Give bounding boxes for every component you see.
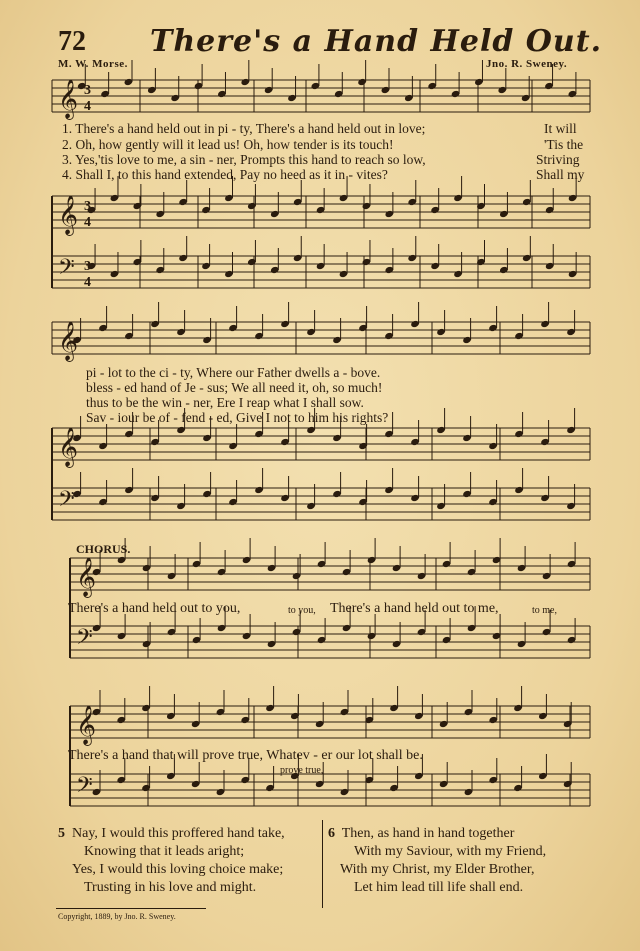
svg-text:3: 3 xyxy=(84,259,91,274)
chorus-echo-2: prove true, xyxy=(280,765,324,776)
verse-1-line: 1. There's a hand held out in pi - ty, There's a hand held out in love; xyxy=(62,121,426,136)
svg-text:3: 3 xyxy=(84,199,91,214)
staff-melody-1 xyxy=(52,80,590,112)
page-number: 72 xyxy=(58,26,86,57)
verse-4-line-2: Sav - iour be of - fend - ed, Give I not to him his rights? xyxy=(86,410,389,425)
author-credit: M. W. Morse. xyxy=(58,58,128,70)
hymn-title: There's a Hand Held Out. xyxy=(150,24,603,59)
verse-2-line-2: bless - ed hand of Je - sus; We all need it, oh, so much! xyxy=(86,380,383,395)
svg-text:𝄢: 𝄢 xyxy=(76,625,93,655)
stanza-6-line-3: With my Christ, my Elder Brother, xyxy=(340,862,535,877)
chorus-echo-1b: to me, xyxy=(532,605,557,616)
stanza-5-line-3: Yes, I would this loving choice make; xyxy=(72,862,284,877)
svg-text:𝄞: 𝄞 xyxy=(58,195,79,235)
svg-text:4: 4 xyxy=(84,275,91,290)
svg-text:𝄞: 𝄞 xyxy=(76,705,97,745)
composer-credit: Jno. R. Sweney. xyxy=(486,58,568,70)
svg-text:𝄞: 𝄞 xyxy=(58,321,79,361)
stanza-6-line-2: With my Saviour, with my Friend, xyxy=(354,844,547,859)
svg-text:𝄢: 𝄢 xyxy=(58,255,75,285)
verse-3-end: Striving xyxy=(536,152,580,167)
chorus-echo-1: to you, xyxy=(288,605,316,616)
staff-bass-2 xyxy=(52,488,590,520)
verse-4-end: Shall my xyxy=(536,167,585,182)
svg-text:𝄞: 𝄞 xyxy=(58,427,79,467)
verse-4-line: 4. Shall I, to this hand extended, Pay no heed as it in - vites? xyxy=(62,167,388,182)
verse-2-line: 2. Oh, how gently will it lead us! Oh, how tender is its touch! xyxy=(62,137,394,152)
svg-text:𝄢: 𝄢 xyxy=(58,487,75,517)
svg-text:4: 4 xyxy=(84,215,91,230)
svg-text:𝄞: 𝄞 xyxy=(76,557,97,597)
stanza-5-line-2: Knowing that it leads aright; xyxy=(84,844,245,859)
verse-3-line-2: thus to be the win - ner, Ere I reap what I shall sow. xyxy=(86,395,364,410)
stanza-6-line-1: 6 Then, as hand in hand together xyxy=(328,826,515,841)
stanza-5-line-4: Trusting in his love and might. xyxy=(84,880,257,895)
staff-bass-1 xyxy=(52,256,590,288)
stanza-divider xyxy=(322,820,323,908)
verse-3-line: 3. Yes,'tis love to me, a sin - ner, Prompts this hand to reach so low, xyxy=(62,152,426,167)
chorus-line-1: There's a hand held out to you, xyxy=(68,601,241,616)
svg-text:3: 3 xyxy=(84,83,91,98)
copyright-rule xyxy=(56,908,206,909)
stanza-5-line-1: 5 Nay, I would this proffered hand take, xyxy=(58,826,285,841)
verse-2-end: 'Tis the xyxy=(544,137,584,152)
svg-text:𝄢: 𝄢 xyxy=(76,773,93,803)
chorus-line-1b: There's a hand held out to me, xyxy=(330,601,499,616)
copyright-notice: Copyright, 1889, by Jno. R. Sweney. xyxy=(58,912,176,921)
svg-text:𝄞: 𝄞 xyxy=(58,79,79,119)
svg-text:4: 4 xyxy=(84,99,91,114)
chorus-line-2: There's a hand that will prove true, Whatev - er our lot shall be. xyxy=(68,748,423,763)
stanza-6-line-4: Let him lead till life shall end. xyxy=(354,880,524,895)
chorus-label: CHORUS. xyxy=(76,542,131,556)
verse-1-end: It will xyxy=(544,121,577,136)
verse-1-line-2: pi - lot to the ci - ty, Where our Father dwells a - bove. xyxy=(86,365,381,380)
